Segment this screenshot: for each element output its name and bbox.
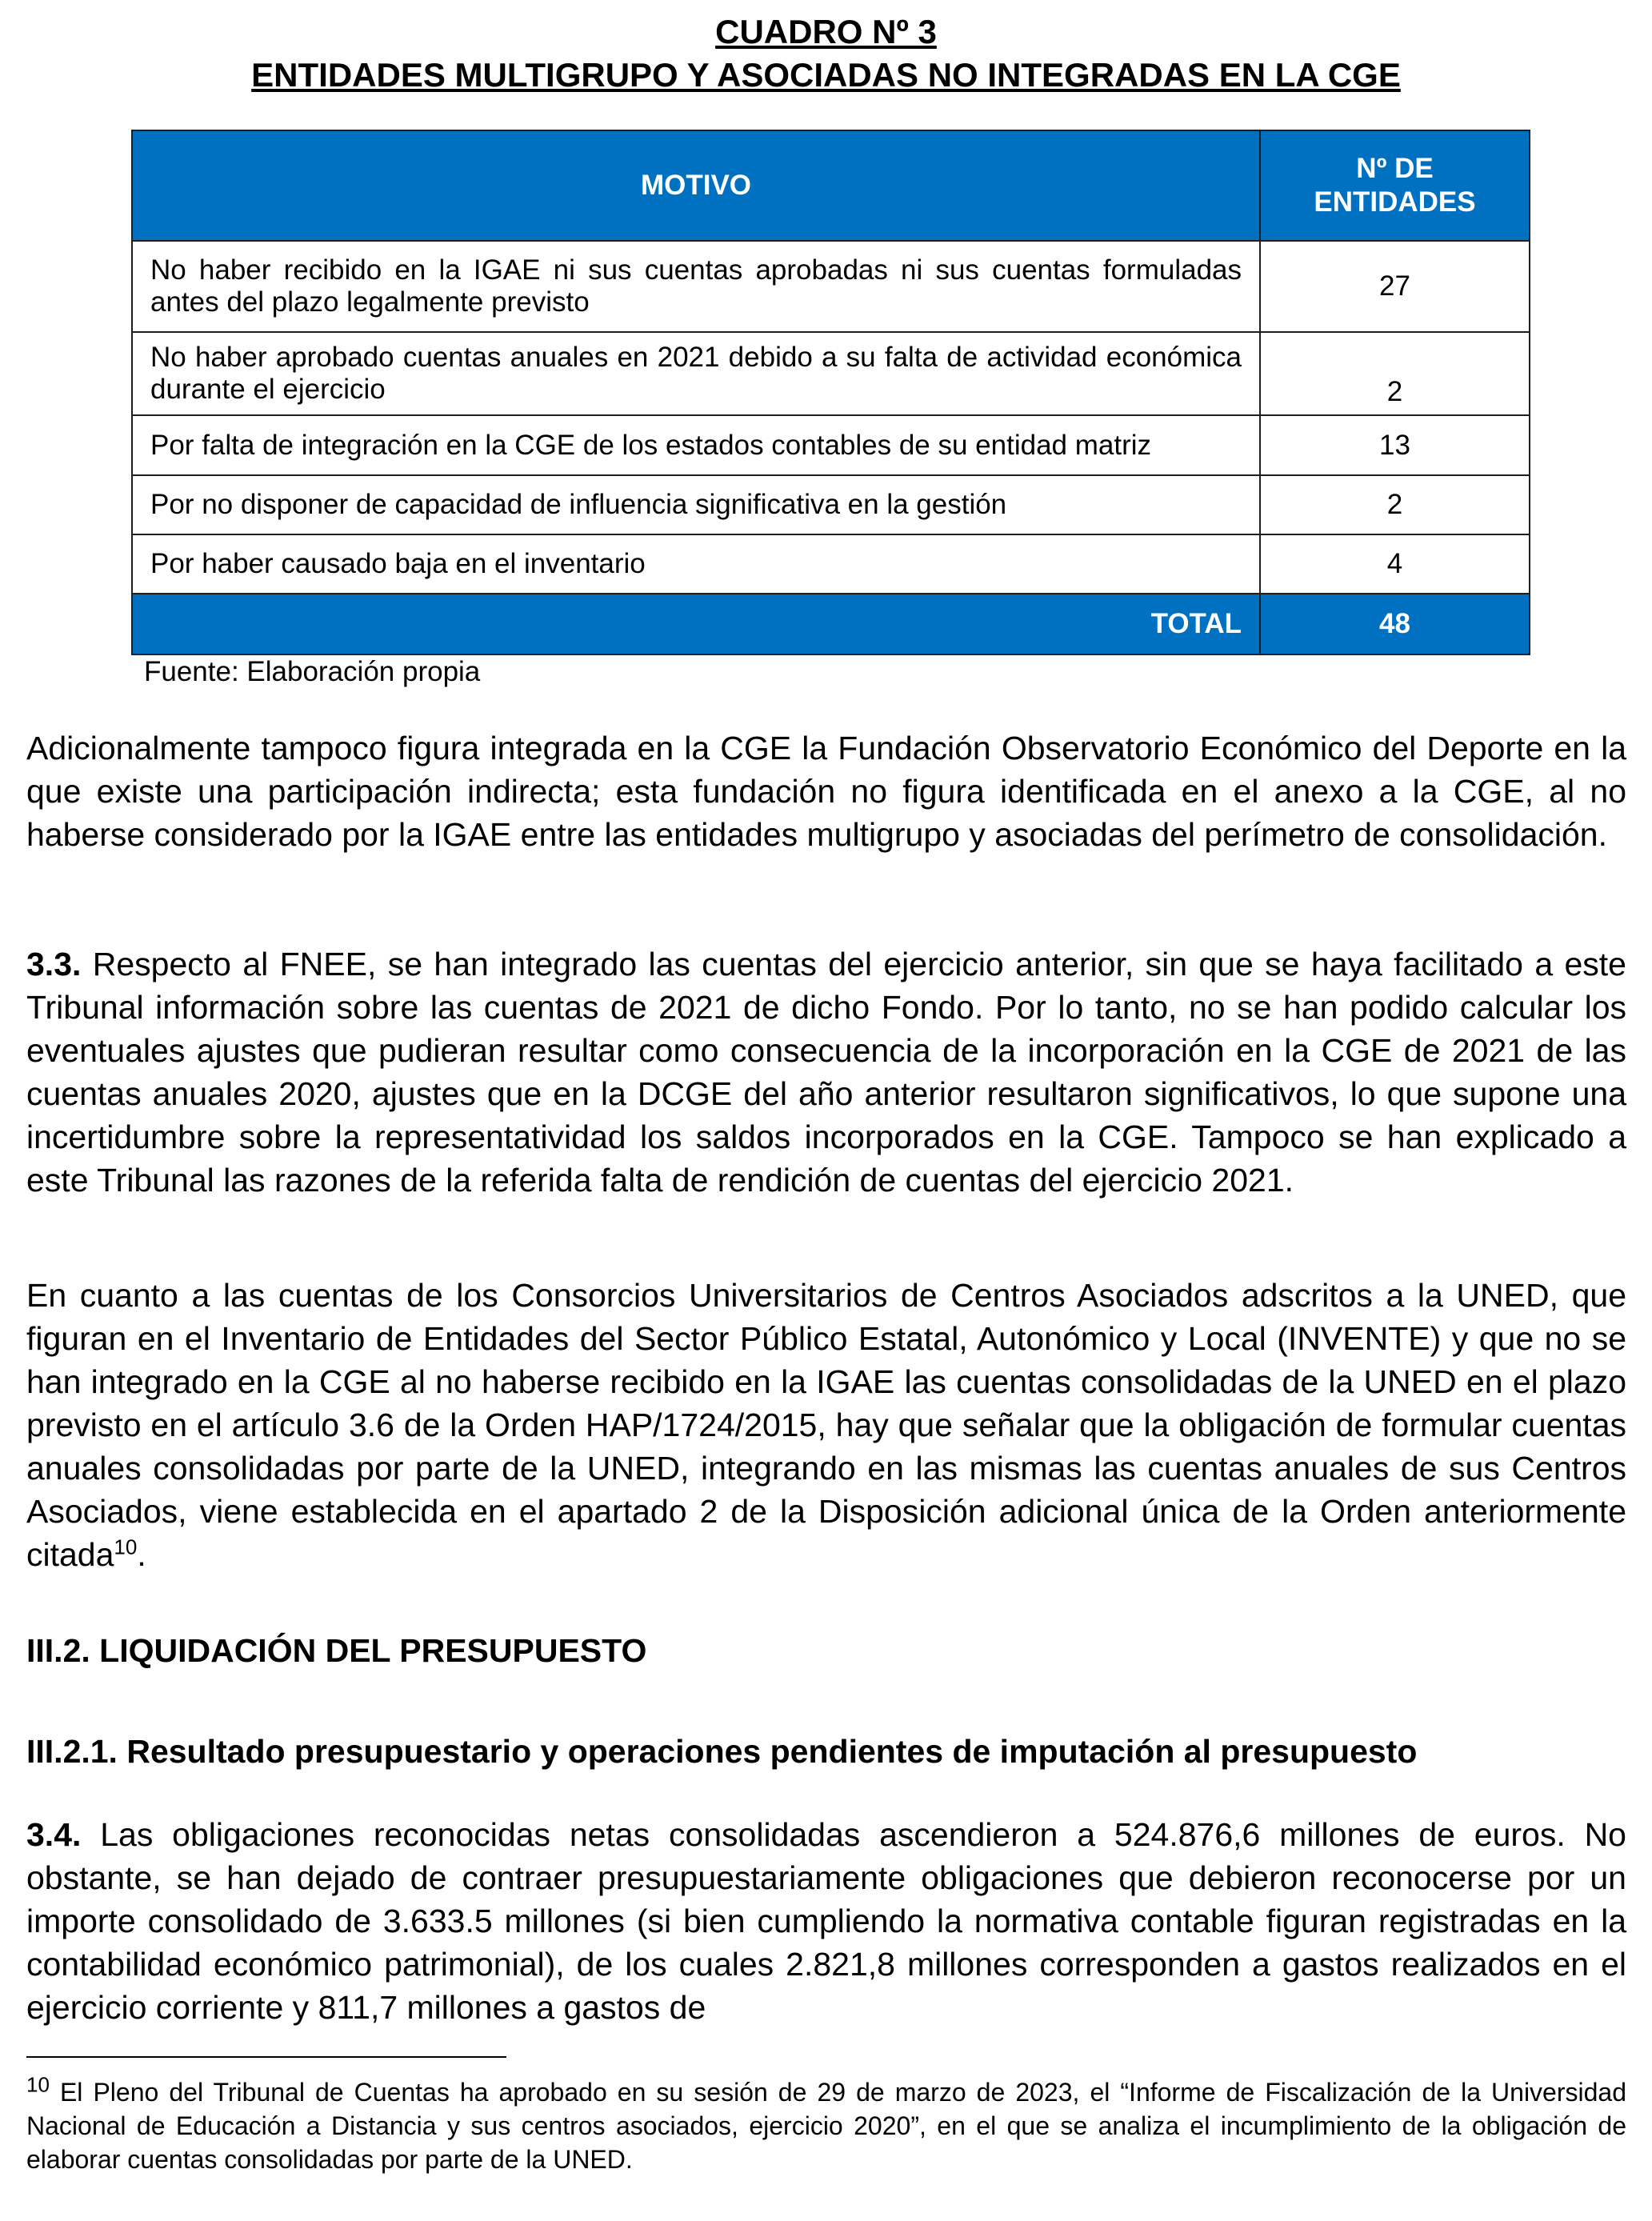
table-source: Fuente: Elaboración propia <box>144 656 481 687</box>
row-motivo: Por falta de integración en la CGE de los estados contables de su entidad matriz <box>132 415 1260 475</box>
footnote-number: 10 <box>26 2072 50 2097</box>
paragraph <box>26 942 1626 1202</box>
header-num-entidades: Nº DE ENTIDADES <box>1260 130 1530 241</box>
row-num: 2 <box>1260 475 1530 534</box>
row-motivo: No haber recibido en la IGAE ni sus cuentas aprobadas ni sus cuentas formuladas antes del plazo legalmente previsto <box>132 241 1260 332</box>
table-row <box>132 332 1530 415</box>
paragraph-number: 3.3. <box>26 946 82 982</box>
table-header-row <box>132 130 1530 241</box>
paragraph-text: En cuanto a las cuentas de los Consorcios Universitarios de Centros Asociados adscritos a la UNED, que figuran en el Inventario de Entidades del Sector Público Estatal, Autonómico y Local (INVENTE) y que no se han integrado en la CGE al no haberse recibido en la IGAE las cuentas consolidadas de la UNED en el plazo previsto en el artículo 3.6 de la Orden HAP/1724/2015, hay que señalar que la obligación de formular cuentas anuales consolidadas por parte de la UNED, integrando en las mismas las cuentas anuales de sus Centros Asociados, viene establecida en el apartado 2 de la Disposición adicional única de la Orden anteriormente citada <box>26 1277 1626 1573</box>
paragraph-text: Respecto al FNEE, se han integrado las cuentas del ejercicio anterior, sin que se haya facilitado a este Tribunal información sobre las cuentas de 2021 de dicho Fondo. Por lo tanto, no se han podido calcular los eventuales ajustes que pudieran resultar como consecuencia de la incorporación en la CGE de 2021 de las cuentas anuales 2020, ajustes que en la DCGE del año anterior resultaron significativos, lo que supone una incertidumbre sobre la representatividad los saldos incorporados en la CGE. Tampoco se han explicado a este Tribunal las razones de la referida falta de rendición de cuentas del ejercicio 2021. <box>26 946 1626 1199</box>
subsection-heading: III.2.1. Resultado presupuestario y operaciones pendientes de imputación al presupuesto <box>26 1733 1418 1770</box>
total-label: TOTAL <box>132 594 1260 654</box>
paragraph <box>26 1274 1626 1576</box>
row-motivo: Por haber causado baja en el inventario <box>132 534 1260 594</box>
footnote-ref[interactable]: 10 <box>114 1535 138 1559</box>
table-row <box>132 241 1530 332</box>
row-num: 27 <box>1260 241 1530 332</box>
header-motivo: MOTIVO <box>132 130 1260 241</box>
table-subtitle: ENTIDADES MULTIGRUPO Y ASOCIADAS NO INTEGRADAS EN LA CGE <box>251 56 1401 94</box>
row-motivo: No haber aprobado cuentas anuales en 2021 debido a su falta de actividad económica durante el ejercicio <box>132 332 1260 415</box>
total-row <box>132 594 1530 654</box>
paragraph <box>26 1813 1626 2029</box>
row-motivo: Por no disponer de capacidad de influencia significativa en la gestión <box>132 475 1260 534</box>
footnote-text: El Pleno del Tribunal de Cuentas ha aprobado en su sesión de 29 de marzo de 2023, el “Informe de Fiscalización de la Universidad Nacional de Educación a Distancia y sus centros asociados, ejercicio 2020”, en el que se analiza el incumplimiento de la obligación de elaborar cuentas consolidadas por parte de la UNED. <box>26 2078 1626 2174</box>
row-num: 13 <box>1260 415 1530 475</box>
paragraph-text: Las obligaciones reconocidas netas consolidadas ascendieron a 524.876,6 millones de euros. No obstante, se han dejado de contraer presupuestariamente obligaciones que debieron reconocerse por un importe consolidado de 3.633.5 millones (si bien cumpliendo la normativa contable figuran registradas en la contabilidad económico patrimonial), de los cuales 2.821,8 millones corresponden a gastos realizados en el ejercicio corriente y 811,7 millones a gastos de <box>26 1816 1626 2026</box>
paragraph: Adicionalmente tampoco figura integrada en la CGE la Fundación Observatorio Económico del Deporte en la que existe una participación indirecta; esta fundación no figura identificada en el anexo a la CGE, al no haberse considerado por la IGAE entre las entidades multigrupo y asociadas del perímetro de consolidación. <box>26 730 1626 853</box>
paragraph-end: . <box>137 1536 146 1573</box>
entities-table <box>131 130 1530 655</box>
row-num: 2 <box>1260 332 1530 415</box>
table-title: CUADRO Nº 3 <box>715 13 937 50</box>
section-heading: III.2. LIQUIDACIÓN DEL PRESUPUESTO <box>26 1632 647 1669</box>
row-num: 4 <box>1260 534 1530 594</box>
footnote <box>26 2072 1626 2176</box>
table-row <box>132 415 1530 475</box>
table-row <box>132 534 1530 594</box>
table-row <box>132 475 1530 534</box>
paragraph-number: 3.4. <box>26 1816 82 1853</box>
total-value: 48 <box>1260 594 1530 654</box>
footnote-separator <box>26 2056 506 2058</box>
